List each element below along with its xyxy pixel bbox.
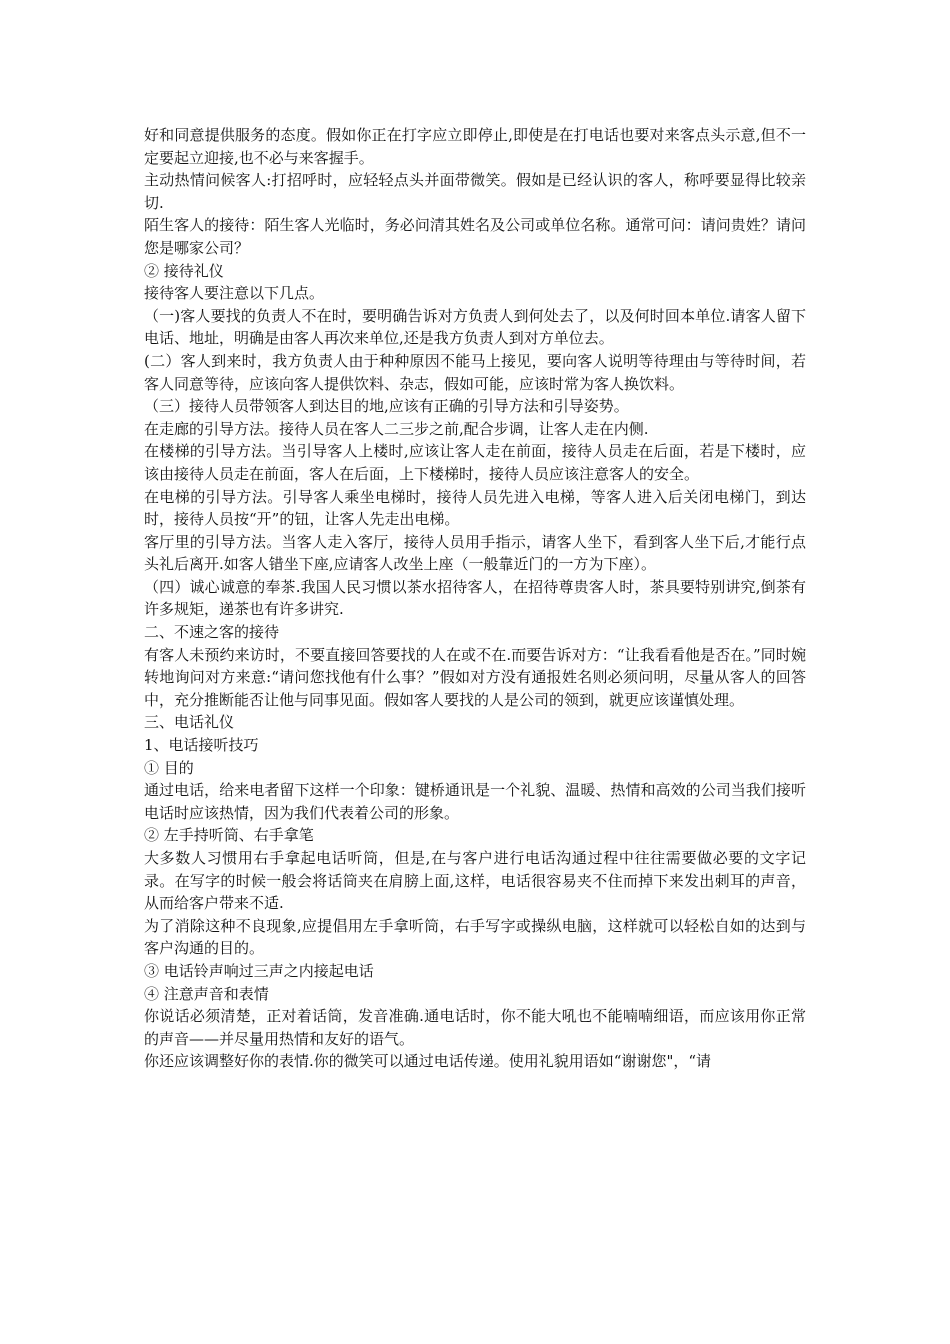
section-heading: 1、电话接听技巧: [144, 736, 259, 755]
section-heading: ③ 电话铃声响过三声之内接起电话: [144, 961, 374, 980]
section-heading: ② 接待礼仪: [144, 261, 224, 280]
paragraph: 在电梯的引导方法。引导客人乘坐电梯时，接待人员先进入电梯，等客人进入后关闭电梯门，到达时，接待人员按“开”的钮，让客人先走出电梯。: [144, 487, 806, 529]
paragraph: 通过电话，给来电者留下这样一个印象：键桥通讯是一个礼貌、温暖、热情和高效的公司当我们接听电话时应该热情，因为我们代表着公司的形象。: [144, 781, 806, 822]
paragraph: 接待客人要注意以下几点。: [144, 284, 325, 303]
paragraph: (二）客人到来时，我方负责人由于种种原因不能马上接见，要向客人说明等待理由与等待时间，若客人同意等待，应该向客人提供饮料、杂志，假如可能，应该时常为客人换饮料。: [144, 351, 806, 393]
paragraph: 为了消除这种不良现象,应提倡用左手拿听筒，右手写字或操纵电脑，这样就可以轻松自如的达到与客户沟通的目的。: [144, 916, 806, 958]
paragraph: 客厅里的引导方法。当客人走入客厅，接待人员用手指示，请客人坐下，看到客人坐下后,才能行点头礼后离开.如客人错坐下座,应请客人改坐上座（一般靠近门的一方为下座）。: [144, 532, 806, 574]
section-heading: ① 目的: [144, 758, 194, 777]
paragraph: 好和同意提供服务的态度。假如你正在打字应立即停止,即使是在打电话也要对来客点头示意,但不一定要起立迎接,也不必与来客握手。: [144, 126, 806, 167]
section-heading: 三、电话礼仪: [144, 713, 235, 732]
paragraph: 主动热情问候客人:打招呼时，应轻轻点头并面带微笑。假如是已经认识的客人，称呼要显得比较亲切.: [144, 171, 806, 212]
paragraph: 陌生客人的接待：陌生客人光临时，务必问清其姓名及公司或单位名称。通常可问：请问贵姓？请问您是哪家公司？: [144, 216, 806, 257]
document-body: [144, 124, 806, 1073]
paragraph: 你还应该调整好你的表情.你的微笑可以通过电话传递。使用礼貌用语如“谢谢您"，“请: [144, 1052, 712, 1071]
section-heading: ④ 注意声音和表情: [144, 984, 269, 1003]
section-heading: 二、不速之客的接待: [144, 623, 280, 642]
section-heading: ② 左手持听筒、右手拿笔: [144, 826, 314, 845]
paragraph: （四）诚心诚意的奉茶.我国人民习惯以茶水招待客人，在招待尊贵客人时，茶具要特别讲究,倒茶有许多规矩，递茶也有许多讲究.: [144, 577, 806, 619]
paragraph: 在走廊的引导方法。接待人员在客人二三步之前,配合步调，让客人走在内侧.: [144, 419, 649, 438]
paragraph: 在楼梯的引导方法。当引导客人上楼时,应该让客人走在前面，接待人员走在后面，若是下楼时，应该由接待人员走在前面，客人在后面，上下楼梯时，接待人员应该注意客人的安全。: [144, 442, 806, 483]
paragraph: 大多数人习惯用右手拿起电话听筒，但是,在与客户进行电话沟通过程中往往需要做必要的文字记录。在写字的时候一般会将话筒夹在肩膀上面,这样，电话很容易夹不住而掉下来发出刺耳的声音，从而给客户带来不适.: [144, 849, 806, 913]
paragraph: （三）接待人员带领客人到达目的地,应该有正确的引导方法和引导姿势。: [144, 397, 629, 416]
paragraph: 你说话必须清楚，正对着话筒，发音准确.通电话时，你不能大吼也不能喃喃细语，而应该用你正常的声音——并尽量用热情和友好的语气。: [144, 1007, 806, 1048]
paragraph: 有客人未预约来访时，不要直接回答要找的人在或不在.而要告诉对方：“让我看看他是否在。”同时婉转地询问对方来意:“请问您找他有什么事？”假如对方没有通报姓名则必须问明，尽量从客人的回答中，充分推断能否让他与同事见面。假如客人要找的人是公司的领到，就更应该谨慎处理。: [144, 645, 806, 709]
paragraph: （一)客人要找的负责人不在时，要明确告诉对方负责人到何处去了，以及何时回本单位.请客人留下电话、地址，明确是由客人再次来单位,还是我方负责人到对方单位去。: [144, 306, 806, 348]
